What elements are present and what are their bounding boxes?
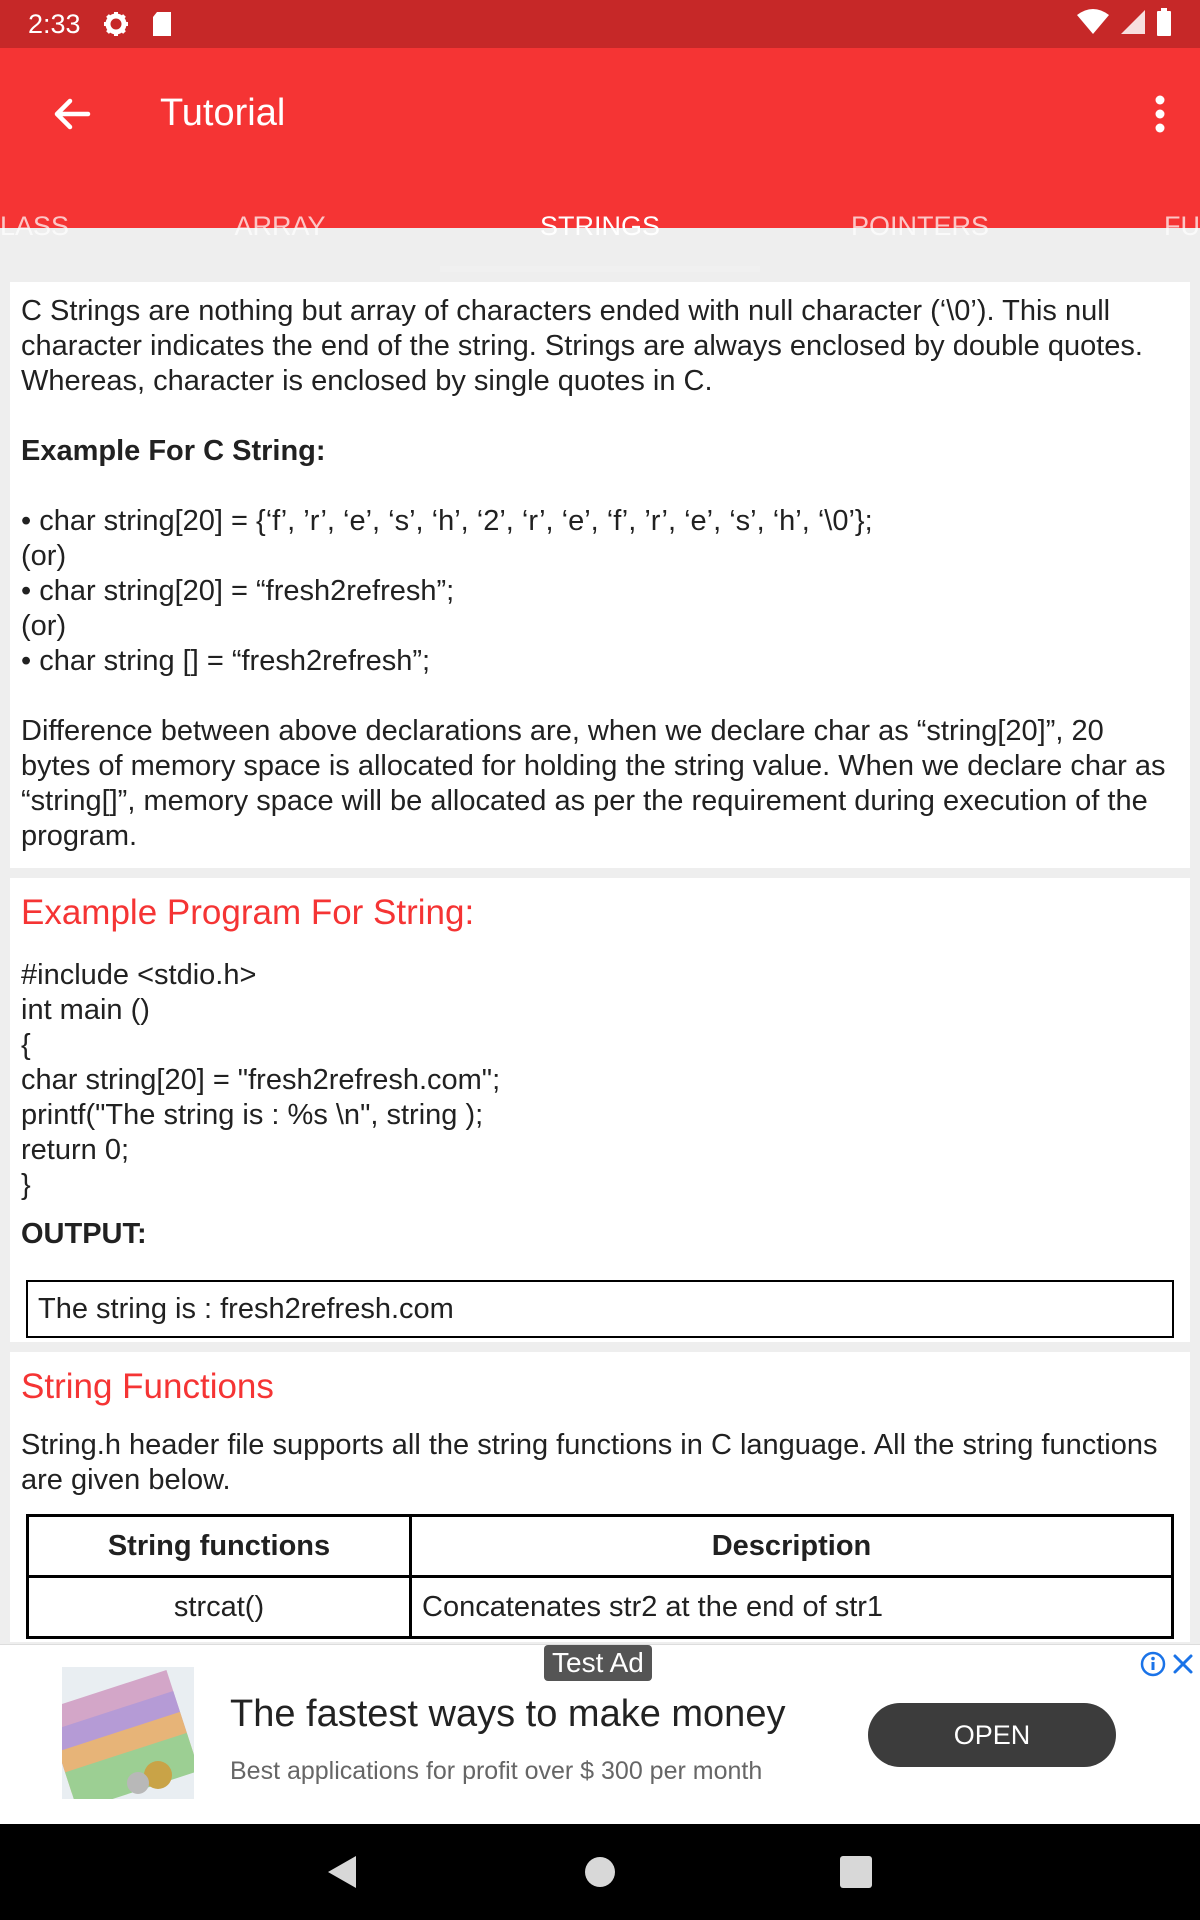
wifi-icon	[1076, 9, 1110, 40]
nav-recents-icon[interactable]	[834, 1850, 878, 1894]
system-nav-bar	[0, 1824, 1200, 1920]
table-header-row	[28, 1516, 1173, 1577]
battery-icon	[1156, 8, 1172, 41]
table-header: String functions	[28, 1516, 411, 1577]
output-label: OUTPUT:	[21, 1218, 147, 1250]
tab-array[interactable]: ARRAY	[234, 211, 326, 241]
example-line: • char string[20] = {‘f’, ’r’, ‘e’, ‘s’, ‘h’, ‘2’, ‘r’, ‘e’, ‘f’, ’r’, ‘e’, ‘s’, ‘h’, ‘\0’};	[21, 505, 873, 537]
example-heading: Example For C String:	[21, 435, 326, 467]
ad-subtitle: Best applications for profit over $ 300 per month	[230, 1757, 763, 1785]
tab-strings[interactable]: STRINGS	[539, 211, 660, 241]
nav-home-icon[interactable]	[578, 1850, 622, 1894]
status-time: 2:33	[28, 8, 81, 39]
ad-title: The fastest ways to make money	[230, 1693, 786, 1735]
ad-info-icon[interactable]	[1140, 1651, 1166, 1677]
program-heading: Example Program For String:	[21, 893, 475, 932]
sd-card-icon	[151, 11, 173, 37]
back-arrow-icon[interactable]	[48, 90, 96, 138]
string-functions-table	[26, 1514, 1174, 1639]
status-bar	[0, 0, 1200, 48]
code-line: }	[21, 1169, 31, 1201]
money-banknotes-image	[62, 1667, 194, 1799]
tab-bar	[0, 192, 1200, 260]
table-cell-description: Concatenates str2 at the end of str1	[411, 1577, 1173, 1638]
output-box: The string is : fresh2refresh.com	[26, 1280, 1174, 1338]
cell-signal-icon	[1120, 9, 1146, 40]
code-line: char string[20] = "fresh2refresh.com";	[21, 1064, 501, 1096]
ad-open-button[interactable]: OPEN	[868, 1703, 1116, 1767]
settings-gear-icon	[103, 11, 129, 37]
code-line: return 0;	[21, 1134, 129, 1166]
toolbar-title: Tutorial	[160, 92, 286, 134]
example-line: • char string [] = “fresh2refresh”;	[21, 645, 431, 677]
program-card	[10, 878, 1190, 1342]
difference-paragraph: Difference between above declarations are, when we declare char as “string[20]”, 20 bytes of memory space is allocated for holding the string value. When we declare char as “string[]”, memory space will be allocated as per the requirement during execution of the program.	[21, 715, 1166, 852]
code-line: int main ()	[21, 994, 150, 1026]
ad-banner[interactable]	[0, 1644, 1200, 1825]
functions-heading: String Functions	[21, 1367, 274, 1406]
tab-class[interactable]: LASS	[0, 211, 70, 241]
table-cell-function: strcat()	[28, 1577, 411, 1638]
example-line: (or)	[21, 610, 67, 642]
ad-close-icon[interactable]	[1170, 1651, 1196, 1677]
functions-paragraph: String.h header file supports all the string functions in C language. All the string functions are given below.	[21, 1429, 1158, 1496]
tab-pointers[interactable]: POINTERS	[850, 211, 990, 241]
intro-paragraph: C Strings are nothing but array of characters ended with null character (‘\0’). This null character indicates the end of the string. Strings are always enclosed by double quotes. Whereas, character is enclosed by single quotes in C.	[21, 295, 1143, 397]
code-line: printf("The string is : %s \n", string );	[21, 1099, 484, 1131]
example-lines	[21, 504, 1179, 679]
code-line: #include <stdio.h>	[21, 959, 257, 991]
example-line: • char string[20] = “fresh2refresh”;	[21, 575, 455, 607]
test-ad-badge: Test Ad	[544, 1645, 652, 1681]
code-line: {	[21, 1029, 31, 1061]
intro-card	[10, 282, 1190, 868]
table-row	[28, 1577, 1173, 1638]
active-tab-indicator	[440, 266, 760, 272]
table-header: Description	[411, 1516, 1173, 1577]
example-line: (or)	[21, 540, 67, 572]
program-code	[21, 958, 1179, 1203]
tab-functions[interactable]: FU	[1164, 211, 1200, 241]
nav-back-icon[interactable]	[320, 1850, 364, 1894]
overflow-menu-icon[interactable]	[1150, 90, 1170, 138]
